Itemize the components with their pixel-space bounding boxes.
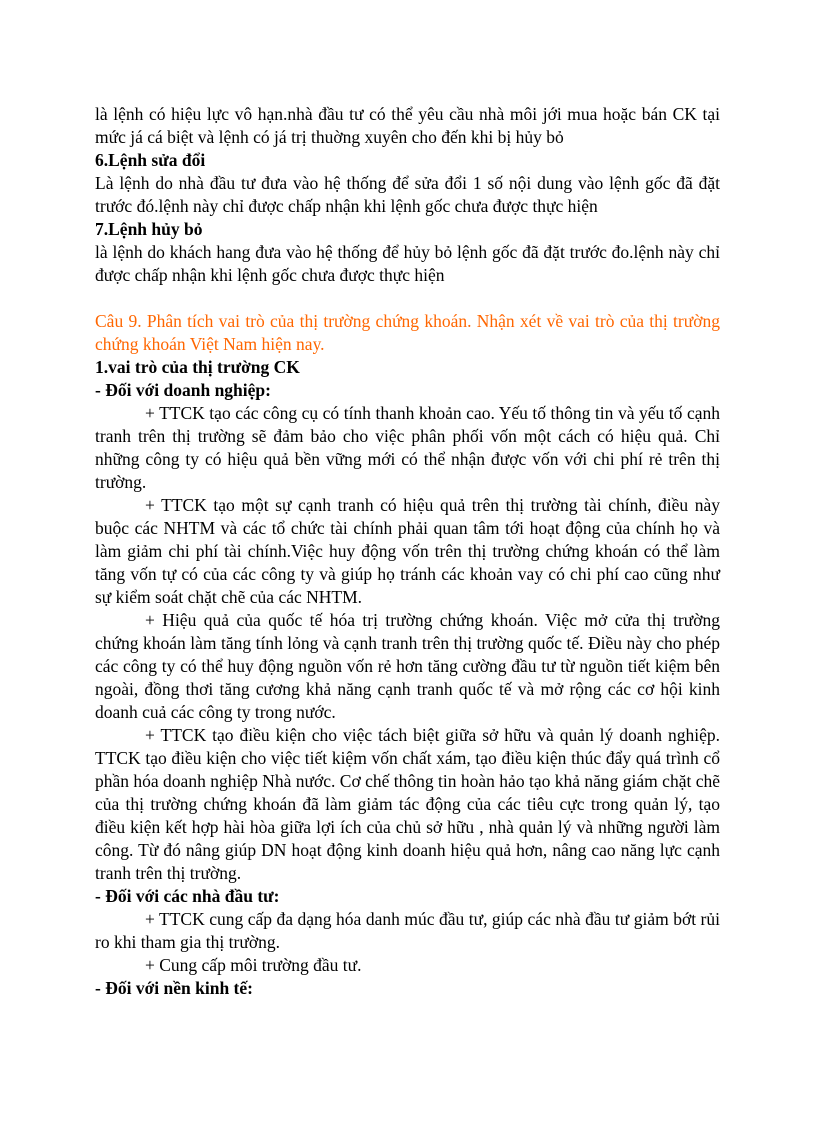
- heading-market-role: 1.vai trò của thị trường CK: [95, 357, 300, 377]
- paragraph-order-validity: là lệnh có hiệu lực vô hạn.nhà đầu tư có thể yêu cầu nhà môi jới mua hoặc bán CK tại mức já cá biệt và lệnh có já trị thuờng xuyên cho đến khi bị hủy bỏ: [95, 104, 720, 147]
- heading-for-economy: - Đối với nền kinh tế:: [95, 978, 253, 998]
- paragraph-enterprise-3: + Hiệu quả của quốc tế hóa trị trường chứng khoán. Việc mở cửa thị trường chứng khoán làm tăng tính lỏng và cạnh tranh trên thị trường quốc tế. Điều này cho phép các công ty có thể huy động nguồn vốn rẻ hơn tăng cường đầu tư từ nguồn tiết kiệm bên ngoài, đồng thơi tăng cương khả năng cạnh tranh quốc tế và mở rộng các cơ hội kinh doanh cuả các công ty trong nước.: [95, 610, 720, 722]
- document-body: [95, 103, 720, 1000]
- paragraph-modify-order: Là lệnh do nhà đầu tư đưa vào hệ thống để sửa đổi 1 số nội dung vào lệnh gốc đã đặt trước đó.lệnh này chỉ được chấp nhận khi lệnh gốc chưa được thực hiện: [95, 173, 720, 216]
- heading-for-investors: - Đối với các nhà đầu tư:: [95, 886, 280, 906]
- paragraph-investor-2: + Cung cấp môi trường đầu tư.: [145, 955, 362, 975]
- paragraph-enterprise-2: + TTCK tạo một sự cạnh tranh có hiệu quả trên thị trường tài chính, điều này buộc các NHTM và các tổ chức tài chính phải quan tâm tới hoạt động của chính họ và làm giảm chi phí tài chính.Việc huy động vốn trên thị trường chứng khoán có thể làm tăng vốn tự có của các công ty và giúp họ tránh các khoản vay có chi phí cao cũng như sự kiểm soát chặt chẽ của các NHTM.: [95, 495, 720, 607]
- paragraph-investor-1: + TTCK cung cấp đa dạng hóa danh múc đầu tư, giúp các nhà đầu tư giảm bớt rủi ro khi tham gia thị trường.: [95, 909, 720, 952]
- paragraph-cancel-order: là lệnh do khách hang đưa vào hệ thống để hủy bỏ lệnh gốc đã đặt trước đo.lệnh này chỉ được chấp nhận khi lệnh gốc chưa được thực hiện: [95, 242, 720, 285]
- question-9: Câu 9. Phân tích vai trò của thị trường chứng khoán. Nhận xét về vai trò của thị trường chứng khoán Việt Nam hiện nay.: [95, 311, 720, 354]
- heading-modify-order: 6.Lệnh sửa đổi: [95, 150, 206, 170]
- paragraph-enterprise-1: + TTCK tạo các công cụ có tính thanh khoản cao. Yếu tố thông tin và yếu tố cạnh tranh trên thị trường sẽ đảm bảo cho việc phân phối vốn một cách có hiệu quả. Chỉ những công ty có hiệu quả bền vững mới có thể nhận được vốn với chi phí rẻ trên thị trường.: [95, 403, 720, 492]
- paragraph-enterprise-4: + TTCK tạo điều kiện cho việc tách biệt giữa sở hữu và quản lý doanh nghiệp. TTCK tạo điều kiện cho việc tiết kiệm vốn chất xám, tạo điều kiện thúc đẩy quá trình cổ phần hóa doanh nghiệp Nhà nước. Cơ chế thông tin hoàn hảo tạo khả năng giám chặt chẽ của thị trường chứng khoán đã làm giảm tác động của các tiêu cực trong quản lý, tạo điều kiện kết hợp hài hòa giữa lợi ích của chủ sở hữu , nhà quản lý và những người làm công. Từ đó nâng giúp DN hoạt động kinh doanh hiệu quả hơn, nâng cao năng lực cạnh tranh trên thị trường.: [95, 725, 720, 883]
- heading-for-enterprises: - Đối với doanh nghiệp:: [95, 380, 271, 400]
- heading-cancel-order: 7.Lệnh hủy bỏ: [95, 219, 203, 239]
